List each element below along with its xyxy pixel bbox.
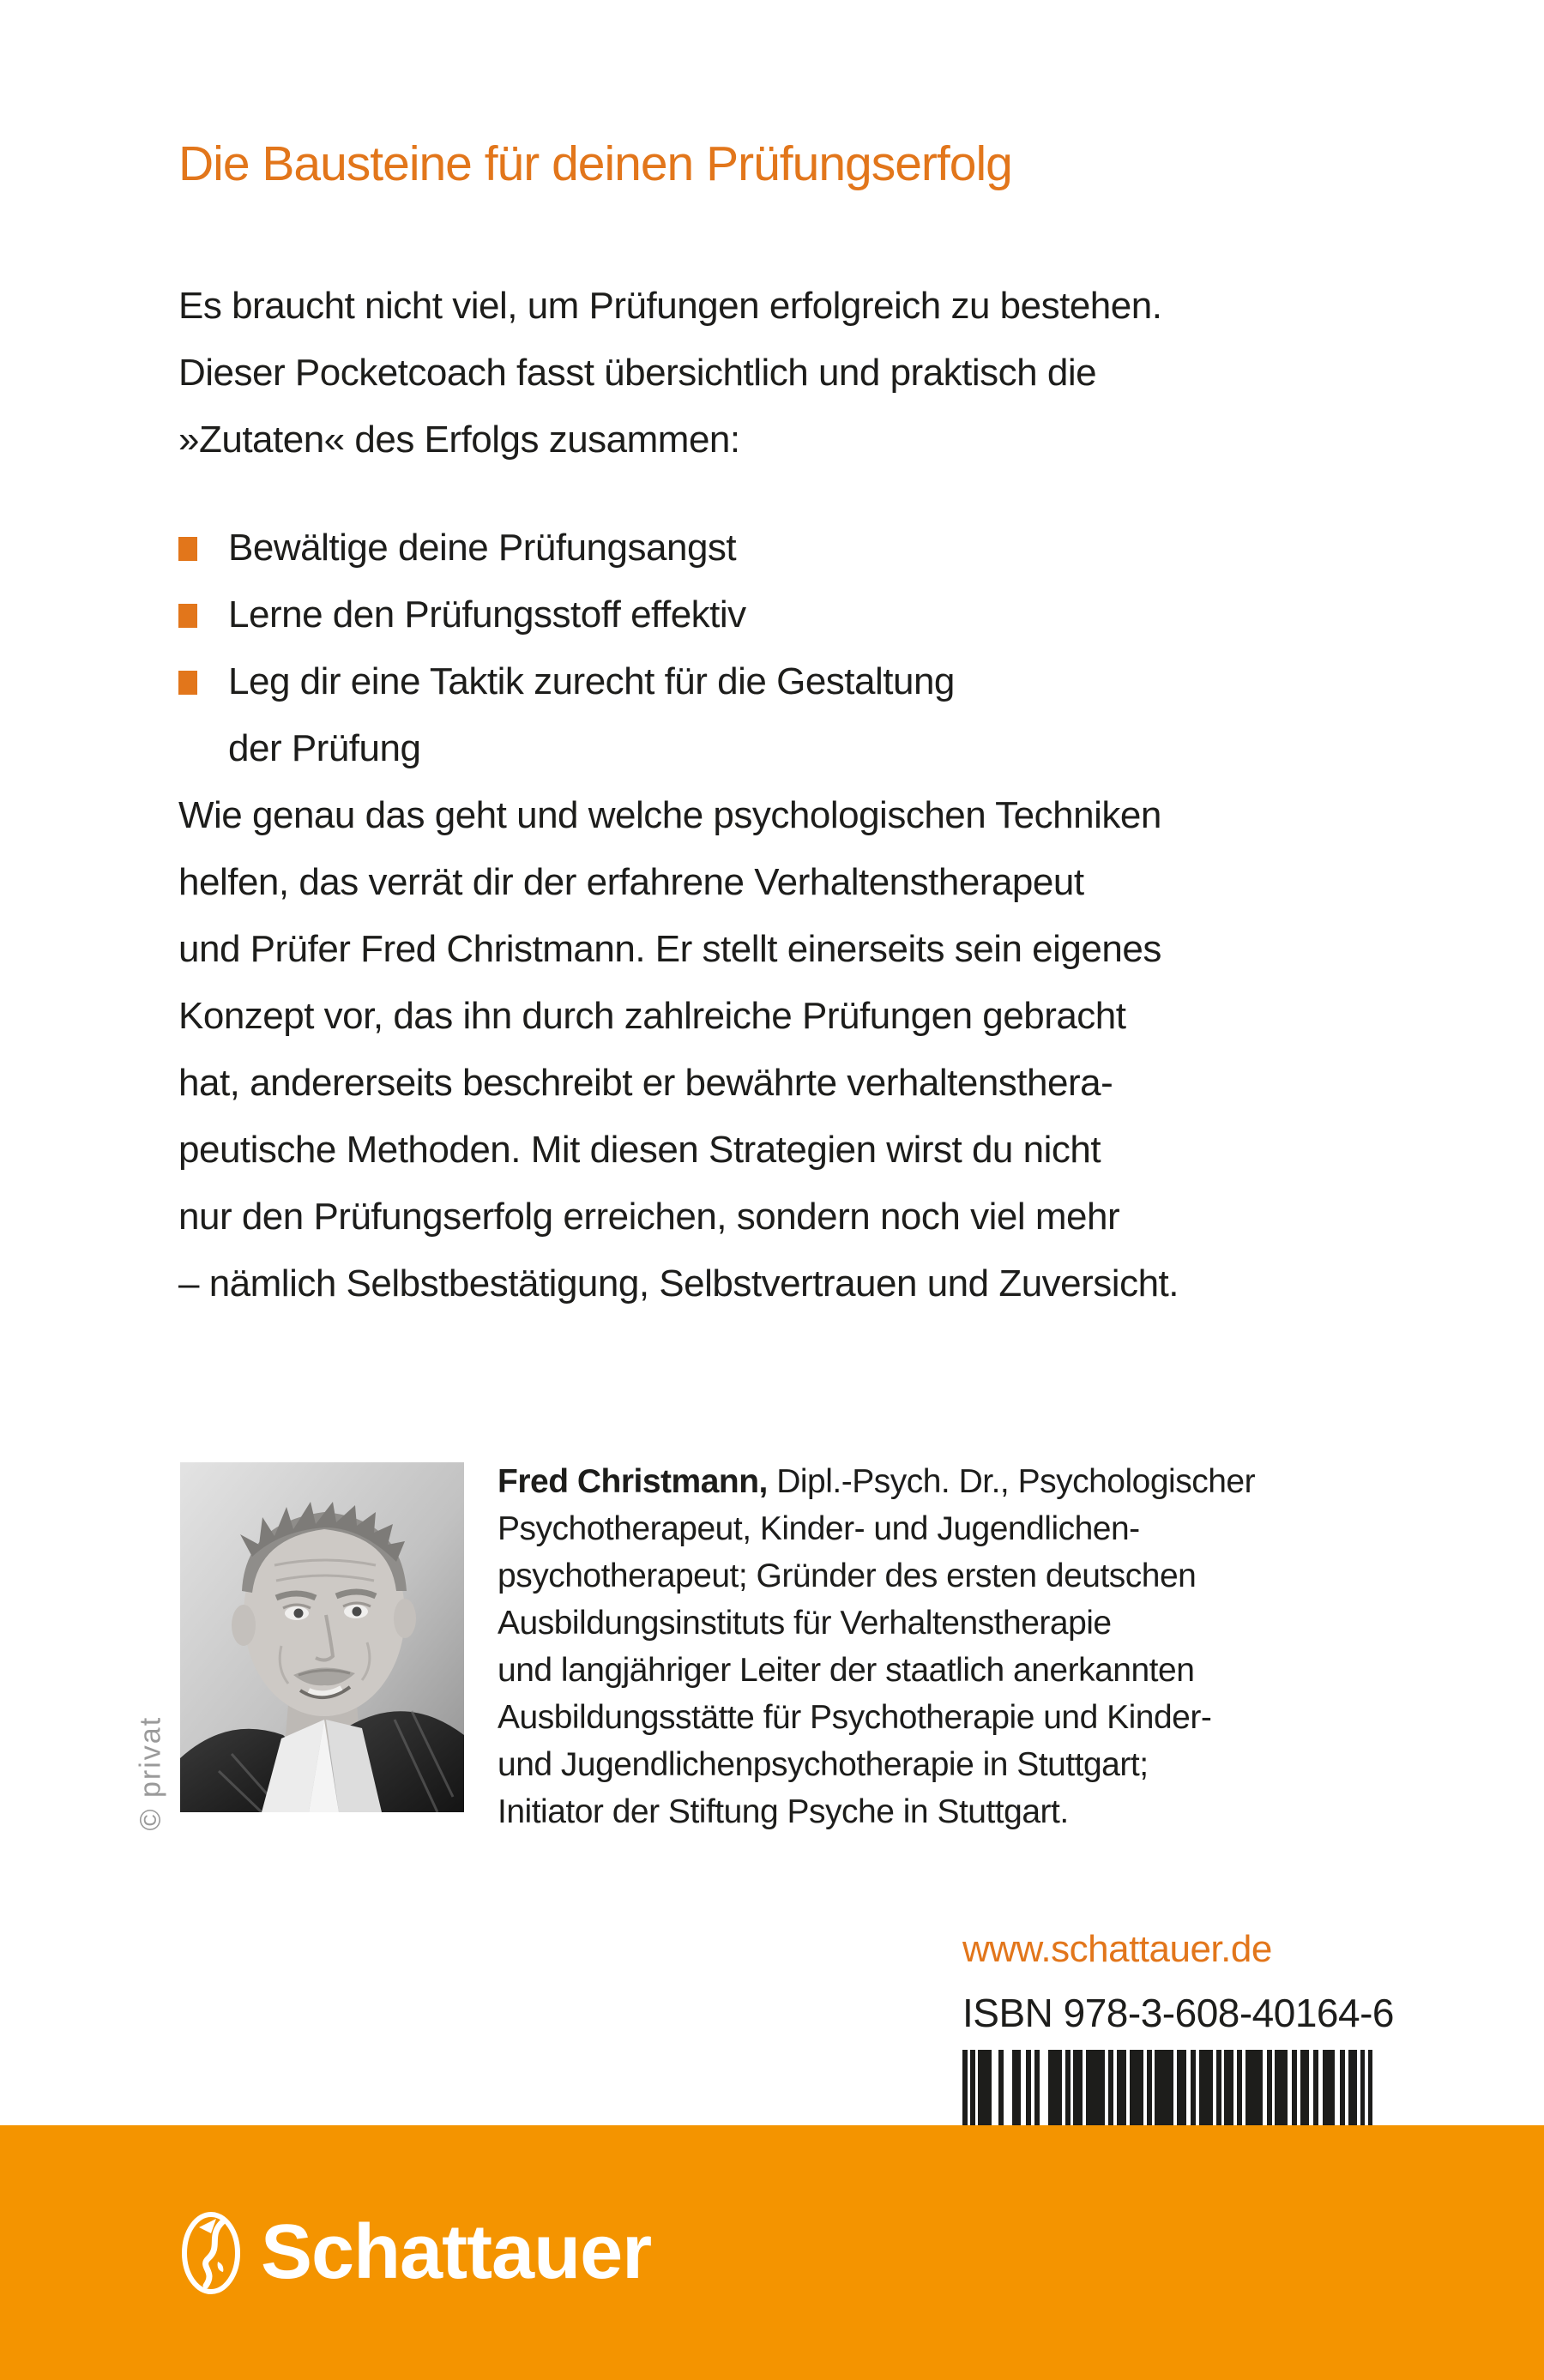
- author-bio: [498, 1458, 1255, 1835]
- description-line: – nämlich Selbstbestätigung, Selbstvertrauen und Zuversicht.: [178, 1262, 1179, 1304]
- list-item: [178, 581, 955, 648]
- bio-line: Ausbildungsinstituts für Verhaltenstherapie: [498, 1605, 1112, 1642]
- square-bullet-icon: [178, 604, 197, 628]
- aesculapius-staff-icon: [180, 2210, 242, 2296]
- bio-line: psychotherapeut; Gründer des ersten deutschen: [498, 1558, 1197, 1594]
- list-item-text: Leg dir eine Taktik zurecht für die Gestaltung: [228, 660, 955, 702]
- list-item-text: der Prüfung: [228, 727, 421, 769]
- publisher-website: www.schattauer.de: [962, 1928, 1272, 1970]
- bio-line: [498, 1458, 1255, 1505]
- description-line: Wie genau das geht und welche psychologischen Techniken: [178, 794, 1161, 836]
- intro-line: Dieser Pocketcoach fasst übersichtlich und praktisch die: [178, 352, 1097, 394]
- author-photo: [180, 1462, 464, 1812]
- description-paragraph: [178, 782, 1179, 1317]
- square-bullet-icon: [178, 671, 197, 695]
- list-item-text: Bewältige deine Prüfungsangst: [228, 527, 737, 569]
- ean-barcode: [962, 2050, 1372, 2127]
- description-line: nur den Prüfungserfolg erreichen, sondern noch viel mehr: [178, 1196, 1120, 1238]
- author-name: Fred Christmann,: [498, 1463, 768, 1500]
- bio-line: Ausbildungsstätte für Psychotherapie und Kinder-: [498, 1699, 1212, 1736]
- publisher-footer-bar: [0, 2125, 1544, 2380]
- square-bullet-icon: [178, 537, 197, 561]
- photo-credit: © privat: [134, 1715, 167, 1831]
- publisher-logo: [180, 2125, 651, 2380]
- bio-line: Initiator der Stiftung Psyche in Stuttgart.: [498, 1793, 1069, 1830]
- benefits-list: [178, 515, 955, 782]
- intro-paragraph: [178, 273, 1161, 473]
- list-item: [178, 515, 955, 581]
- description-line: hat, andererseits beschreibt er bewährte verhaltensthera-: [178, 1062, 1113, 1104]
- description-line: helfen, das verrät dir der erfahrene Verhaltenstherapeut: [178, 861, 1084, 903]
- description-line: peutische Methoden. Mit diesen Strategien wirst du nicht: [178, 1129, 1101, 1171]
- intro-line: »Zutaten« des Erfolgs zusammen:: [178, 419, 740, 461]
- bio-line: Psychotherapeut, Kinder- und Jugendlichen-: [498, 1510, 1140, 1547]
- intro-line: Es braucht nicht viel, um Prüfungen erfolgreich zu bestehen.: [178, 285, 1162, 327]
- list-item: [178, 648, 955, 782]
- publisher-wordmark: Schattauer: [261, 2209, 652, 2295]
- description-line: und Prüfer Fred Christmann. Er stellt einerseits sein eigenes: [178, 928, 1161, 970]
- cover-headline: Die Bausteine für deinen Prüfungserfolg: [178, 136, 1012, 191]
- isbn-text: ISBN 978-3-608-40164-6: [962, 1991, 1394, 2035]
- portrait-image: [180, 1462, 464, 1812]
- description-line: Konzept vor, das ihn durch zahlreiche Prüfungen gebracht: [178, 995, 1126, 1037]
- list-item-text: Lerne den Prüfungsstoff effektiv: [228, 593, 746, 636]
- bio-line: und Jugendlichenpsychotherapie in Stuttgart;: [498, 1746, 1149, 1783]
- bio-line-text: Dipl.-Psych. Dr., Psychologischer: [767, 1463, 1256, 1500]
- bio-line: und langjähriger Leiter der staatlich anerkannten: [498, 1652, 1195, 1689]
